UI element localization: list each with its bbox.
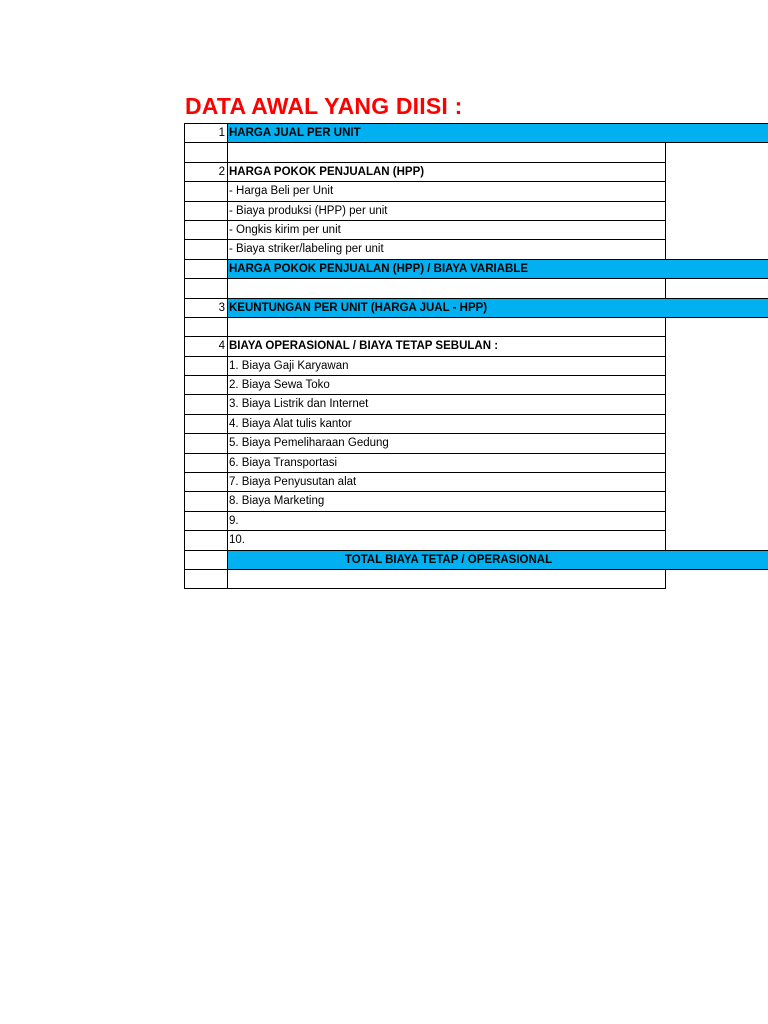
row-number-cell[interactable] [184, 278, 228, 298]
row-number-cell[interactable] [184, 550, 228, 570]
table-row [184, 433, 768, 452]
row-label-cell[interactable] [227, 569, 666, 589]
row-label-cell[interactable]: BIAYA OPERASIONAL / BIAYA TETAP SEBULAN : [227, 336, 666, 356]
table-row [184, 530, 768, 549]
row-number-cell[interactable] [184, 511, 228, 531]
row-number-cell[interactable] [184, 394, 228, 414]
row-label-cell[interactable] [227, 317, 666, 337]
row-number-cell[interactable] [184, 317, 228, 337]
table-row [184, 142, 768, 161]
row-label-cell[interactable]: - Biaya striker/labeling per unit [227, 239, 666, 259]
row-label-cell[interactable] [227, 550, 768, 570]
row-label-cell[interactable]: HARGA POKOK PENJUALAN (HPP) / BIAYA VARIABLE [227, 259, 768, 279]
row-number-cell[interactable] [184, 259, 228, 279]
row-number-cell[interactable]: 3 [184, 298, 228, 318]
row-label-cell[interactable]: 8. Biaya Marketing [227, 491, 666, 511]
row-number-cell[interactable] [184, 530, 228, 550]
row-number-cell[interactable] [184, 356, 228, 376]
table-row [184, 375, 768, 394]
row-number-cell[interactable] [184, 201, 228, 221]
row-label-cell[interactable]: - Ongkis kirim per unit [227, 220, 666, 240]
table-row [184, 220, 768, 239]
row-label-cell[interactable]: 3. Biaya Listrik dan Internet [227, 394, 666, 414]
row-label-text: TOTAL BIAYA TETAP / OPERASIONAL [344, 553, 553, 566]
table-row [184, 472, 768, 491]
table-row [184, 394, 768, 413]
row-number-cell[interactable] [184, 220, 228, 240]
table-row [184, 453, 768, 472]
row-number-cell[interactable]: 2 [184, 162, 228, 182]
table-row [184, 181, 768, 200]
table-row [184, 569, 768, 588]
table-row [184, 298, 768, 317]
row-number-cell[interactable] [184, 375, 228, 395]
row-label-cell[interactable]: KEUNTUNGAN PER UNIT (HARGA JUAL - HPP) [227, 298, 768, 318]
table-row [184, 336, 768, 355]
row-number-cell[interactable]: 4 [184, 336, 228, 356]
table-row [184, 239, 768, 258]
row-label-cell[interactable] [227, 278, 666, 298]
row-label-cell[interactable]: 5. Biaya Pemeliharaan Gedung [227, 433, 666, 453]
row-number-cell[interactable] [184, 142, 228, 162]
row-label-cell[interactable] [227, 142, 666, 162]
row-number-cell[interactable] [184, 433, 228, 453]
table-row [184, 317, 768, 336]
row-label-cell[interactable]: HARGA JUAL PER UNIT [227, 123, 768, 143]
row-label-cell[interactable]: 1. Biaya Gaji Karyawan [227, 356, 666, 376]
row-label-cell[interactable]: 6. Biaya Transportasi [227, 453, 666, 473]
row-label-cell[interactable]: 10. [227, 530, 666, 550]
row-label-cell[interactable]: 4. Biaya Alat tulis kantor [227, 414, 666, 434]
table-row [184, 123, 768, 142]
row-number-cell[interactable] [184, 239, 228, 259]
row-label-cell[interactable]: 9. [227, 511, 666, 531]
spreadsheet-table [184, 123, 768, 588]
table-row [184, 491, 768, 510]
row-label-cell[interactable]: HARGA POKOK PENJUALAN (HPP) [227, 162, 666, 182]
row-label-cell[interactable]: 2. Biaya Sewa Toko [227, 375, 666, 395]
row-number-cell[interactable] [184, 181, 228, 201]
row-label-cell[interactable]: - Biaya produksi (HPP) per unit [227, 201, 666, 221]
table-row [184, 278, 768, 297]
row-number-cell[interactable] [184, 453, 228, 473]
table-row [184, 162, 768, 181]
row-number-cell[interactable] [184, 491, 228, 511]
table-row [184, 414, 768, 433]
row-number-cell[interactable] [184, 414, 228, 434]
row-number-cell[interactable] [184, 472, 228, 492]
table-row [184, 201, 768, 220]
table-row [184, 511, 768, 530]
row-number-cell[interactable]: 1 [184, 123, 228, 143]
page-title: DATA AWAL YANG DIISI : [185, 93, 463, 119]
table-row [184, 259, 768, 278]
row-label-cell[interactable]: - Harga Beli per Unit [227, 181, 666, 201]
table-row [184, 356, 768, 375]
row-label-cell[interactable]: 7. Biaya Penyusutan alat [227, 472, 666, 492]
row-number-cell[interactable] [184, 569, 228, 589]
table-row [184, 550, 768, 569]
